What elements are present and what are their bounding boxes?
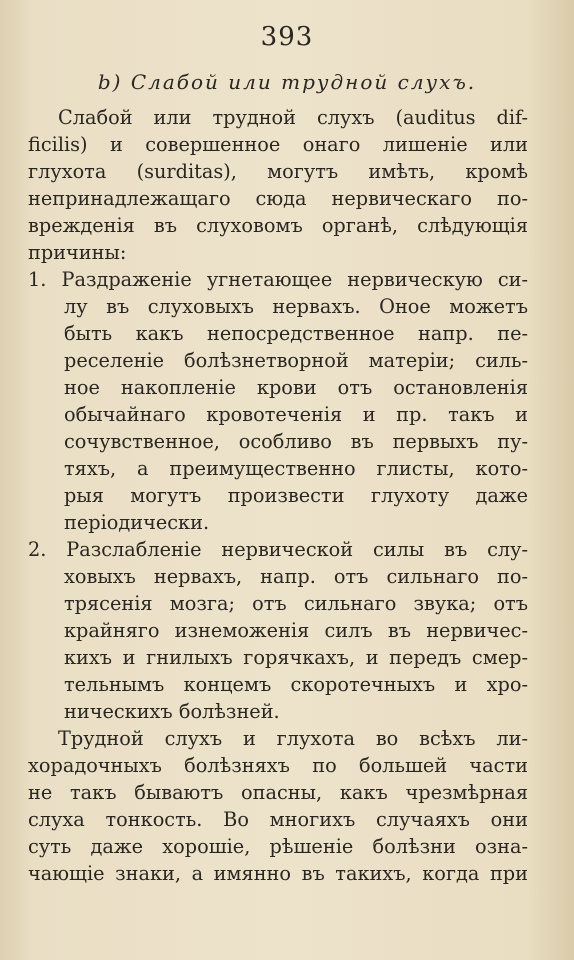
text-line: 1. Раздраженіе угнетающее нервическую си-	[28, 268, 528, 291]
text-line: тельнымъ концемъ скоротечныхъ и хро-	[64, 673, 528, 696]
text-line: не такъ бываютъ опасны, какъ чрезмѣрная	[28, 781, 528, 804]
text-line: врежденія въ слуховомъ органѣ, слѣдующія	[28, 214, 528, 237]
section-heading: b) Слабой или трудной слухъ.	[97, 70, 477, 94]
text-line: реселеніе болѣзнетворной матеріи; силь-	[64, 349, 528, 372]
text-line: слуха тонкость. Во многихъ случаяхъ они	[28, 808, 528, 831]
text-line: кихъ и гнилыхъ горячкахъ, и передъ смер-	[64, 646, 528, 669]
body-text	[28, 104, 528, 887]
text-line: обычайнаго кровотеченія и пр. такъ и	[64, 403, 528, 426]
text-line: причины:	[28, 241, 127, 264]
text-line: ховыхъ нервахъ, напр. отъ сильнаго по-	[64, 565, 528, 588]
text-line: хорадочныхъ болѣзняхъ по большей части	[28, 754, 528, 777]
text-line: глухота (surditas), могутъ имѣть, кромѣ	[28, 160, 528, 183]
text-line: ническихъ болѣзней.	[64, 700, 280, 723]
text-line: непринадлежащаго сюда нервическаго по-	[28, 187, 528, 210]
text-line: сочувственное, особливо въ первыхъ пу-	[64, 430, 528, 453]
text-line: быть какъ непосредственное напр. пе-	[64, 322, 528, 345]
page-number: 393	[260, 22, 314, 52]
text-line: ficilis) и совершенное онаго лишеніе или	[28, 133, 528, 156]
text-line: рыя могутъ произвести глухоту даже	[64, 484, 528, 507]
text-line: 2. Разслабленіе нервической силы въ слу-	[28, 538, 528, 561]
text-line: лу въ слуховыхъ нервахъ. Оное можетъ	[64, 295, 528, 318]
text-line: крайняго изнеможенія силъ въ нервичес-	[64, 619, 528, 642]
text-line: чающіе знаки, а имянно въ такихъ, когда при	[28, 862, 528, 885]
text-line: Слабой или трудной слухъ (auditus dif-	[58, 106, 528, 129]
text-line: Трудной слухъ и глухота во всѣхъ ли-	[58, 727, 528, 750]
text-line: трясенія мозга; отъ сильнаго звука; отъ	[64, 592, 528, 615]
text-line: періодически.	[64, 511, 210, 534]
text-line: суть даже хорошіе, рѣшеніе болѣзни озна-	[28, 835, 528, 858]
text-line: ное накопленіе крови отъ остановленія	[64, 376, 528, 399]
text-line: тяхъ, а преимущественно глисты, кото-	[64, 457, 528, 480]
